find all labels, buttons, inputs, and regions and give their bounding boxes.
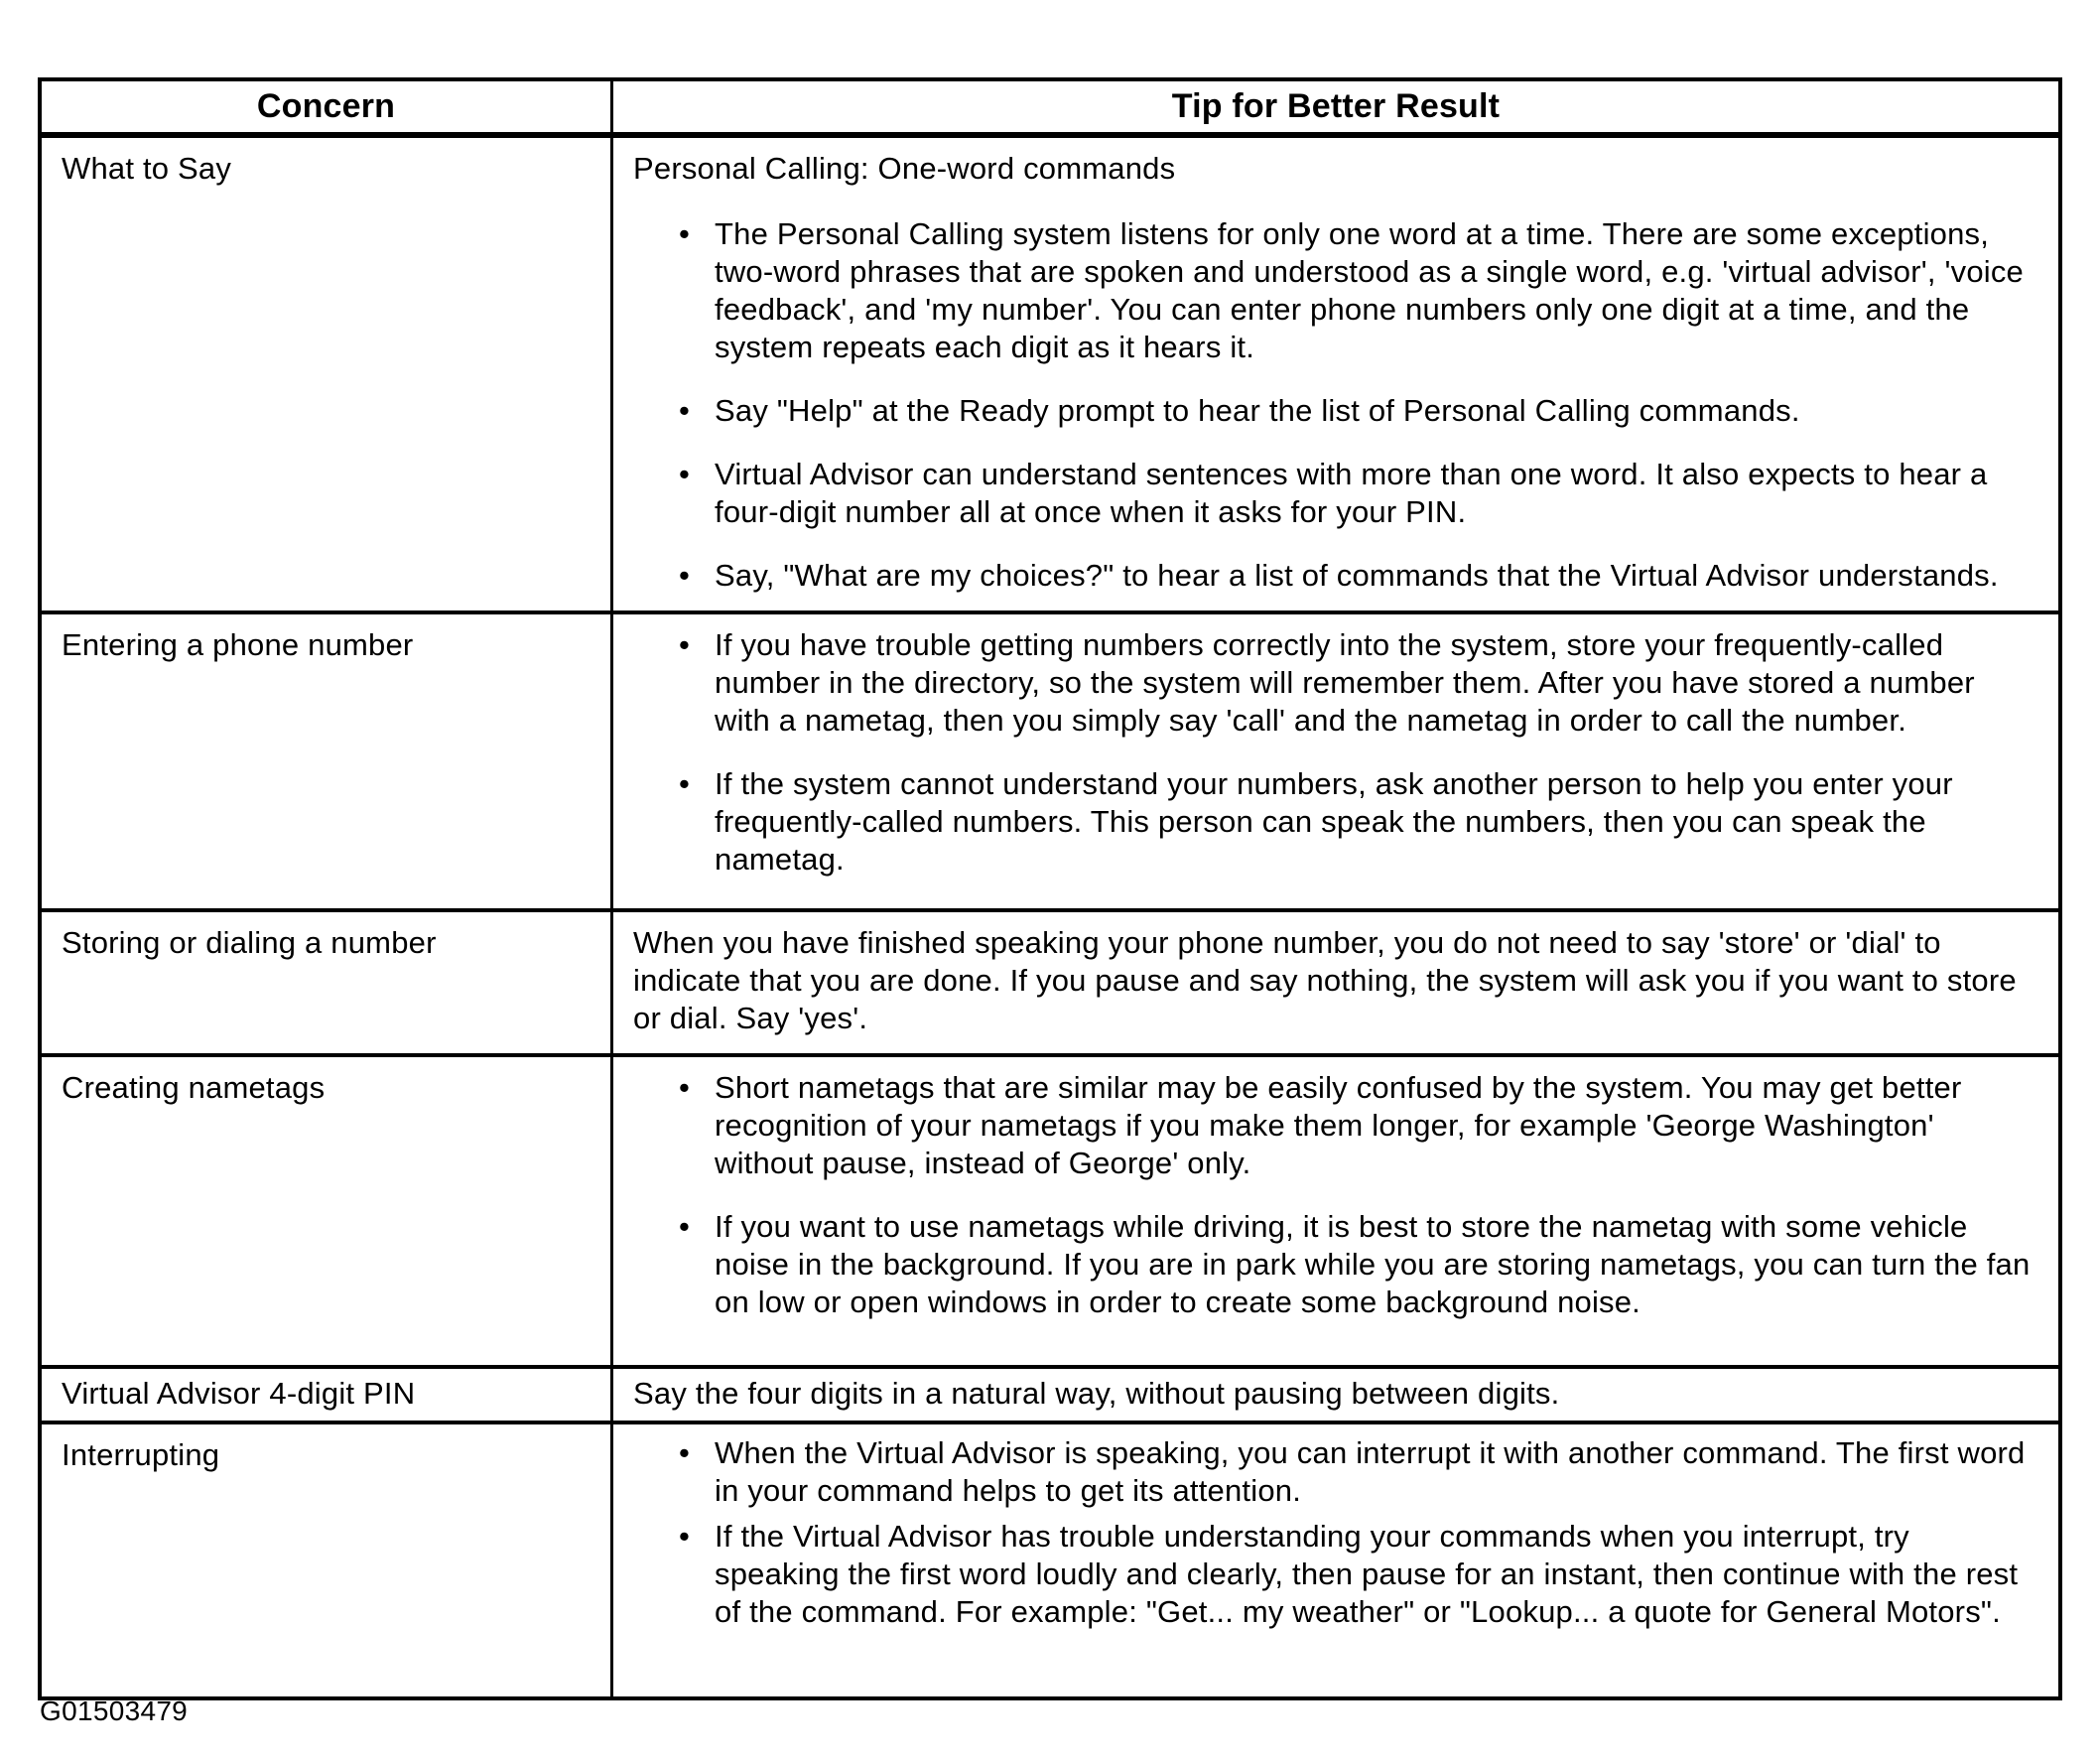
concern-label: What to Say [42,138,613,610]
tip-cell [613,1369,2058,1421]
tips-table [38,77,2062,1700]
bullet-text: Virtual Advisor can understand sentences with more than one word. It also expects to hear a four-digit number all at once when it asks for your PIN. [715,457,1988,529]
list-item [633,1208,2040,1321]
bullet-icon [679,215,715,366]
concern-label: Interrupting [42,1424,613,1696]
bullet-list [633,626,2040,879]
table-header-row [42,81,2058,132]
bullet-icon [679,1518,715,1631]
table-row-entering-a-phone-number [42,610,2058,908]
bullet-icon [679,765,715,879]
bullet-text: If the Virtual Advisor has trouble understanding your commands when you interrupt, try speaking the first word loudly and clearly, then pause for an instant, then continue with the rest of the command. For example: "Get... my weather" or "Lookup... a quote for General Motors". [715,1519,2019,1629]
tip-cell [613,138,2058,610]
tip-intro: Personal Calling: One-word commands [633,151,1176,186]
list-item [633,456,2040,531]
list-item [633,765,2040,879]
list-item [633,392,2040,430]
table-row-what-to-say [42,132,2058,610]
bullet-text: Short nametags that are similar may be easily confused by the system. You may get better recognition of your nametags if you make them longer, for example 'George Washington' without pause, instead of George' only. [715,1070,1962,1180]
list-item [633,1518,2040,1631]
table-row-storing-or-dialing-a-number [42,908,2058,1053]
table-row-interrupting [42,1421,2058,1696]
list-item [633,1434,2040,1510]
bullet-text: The Personal Calling system listens for only one word at a time. There are some exceptions, two-word phrases that are spoken and understood as a single word, e.g. 'virtual advisor', 'voice feedback', and 'my number'. You can enter phone numbers only one digit at a time, and the system repeats each digit as it hears it. [715,216,2024,364]
bullet-text: If you want to use nametags while driving, it is best to store the nametag with some vehicle noise in the background. If you are in park while you are storing nametags, you can turn the fan on low or open windows in order to create some background noise. [715,1209,2031,1319]
tip-cell [613,1057,2058,1365]
bullet-icon [679,626,715,740]
tip-text: When you have finished speaking your phone number, you do not need to say 'store' or 'dial' to indicate that you are done. If you pause and say nothing, the system will ask you if you want to store or dial. Say 'yes'. [633,925,2017,1035]
bullet-icon [679,456,715,531]
table-row-creating-nametags [42,1053,2058,1365]
bullet-text: When the Virtual Advisor is speaking, you can interrupt it with another command. The first word in your command helps to get its attention. [715,1435,2026,1508]
figure-id: G01503479 [40,1695,189,1726]
bullet-icon [679,392,715,430]
bullet-icon [679,1069,715,1182]
bullet-icon [679,1208,715,1321]
concern-label: Storing or dialing a number [42,912,613,1053]
bullet-icon [679,557,715,595]
concern-label: Entering a phone number [42,614,613,908]
list-item [633,626,2040,740]
bullet-text: Say, "What are my choices?" to hear a list of commands that the Virtual Advisor understands. [715,558,1999,593]
tip-cell [613,1424,2058,1696]
list-item [633,1069,2040,1182]
concern-label: Creating nametags [42,1057,613,1365]
bullet-list [633,215,2040,595]
tip-cell [613,912,2058,1053]
list-item [633,215,2040,366]
bullet-icon [679,1434,715,1510]
header-concern: Concern [42,81,613,132]
tip-cell [613,614,2058,908]
bullet-text: If you have trouble getting numbers correctly into the system, store your frequently-called number in the directory, so the system will remember them. After you have stored a number with a nametag, then you simply say 'call' and the nametag in order to call the number. [715,627,1975,738]
bullet-text: If the system cannot understand your numbers, ask another person to help you enter your frequently-called numbers. This person can speak the numbers, then you can speak the nametag. [715,766,1953,877]
header-tip-for-better-result: Tip for Better Result [1171,87,1501,125]
list-item [633,557,2040,595]
bullet-list [633,1434,2040,1631]
tip-text: Say the four digits in a natural way, without pausing between digits. [633,1376,1560,1411]
concern-label: Virtual Advisor 4-digit PIN [42,1369,613,1421]
bullet-text: Say "Help" at the Ready prompt to hear the list of Personal Calling commands. [715,393,1800,428]
bullet-list [633,1069,2040,1321]
table-row-virtual-advisor-pin [42,1365,2058,1421]
